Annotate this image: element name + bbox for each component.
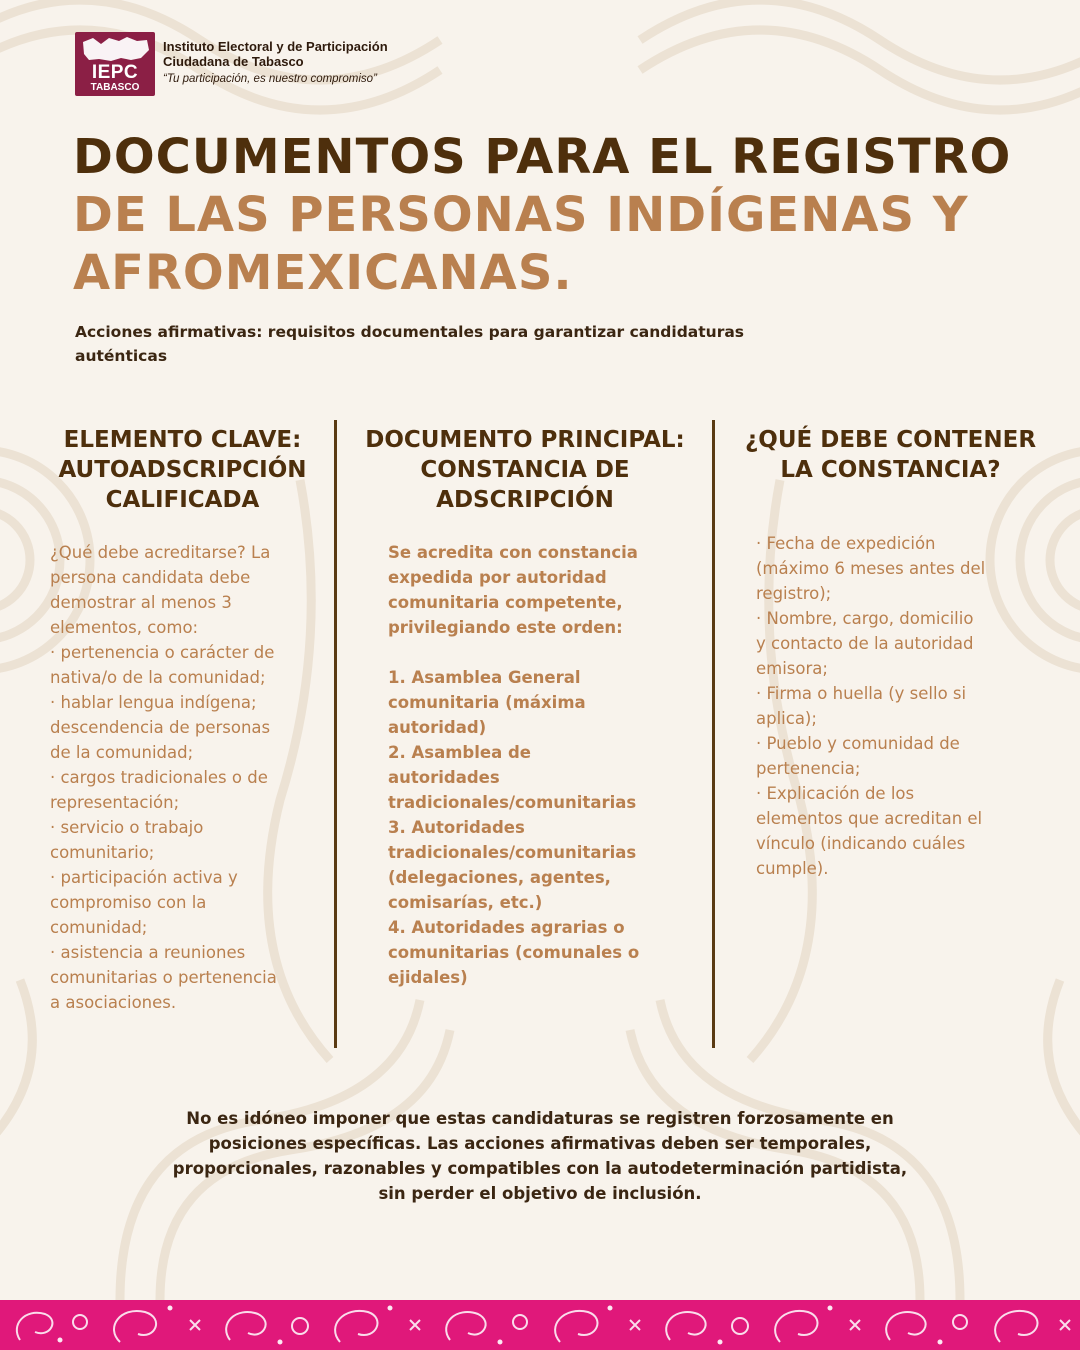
column-1-line: · hablar lengua indígena;: [50, 693, 257, 712]
column-1-body: [50, 540, 325, 1015]
column-2-list-line: autoridades: [388, 768, 500, 787]
column-1-line: comunitarias o pertenencia: [50, 968, 277, 987]
column-3-title-line: LA CONSTANCIA?: [780, 457, 1001, 483]
column-2-list-line: ejidales): [388, 968, 468, 987]
iepc-logo: [75, 32, 155, 96]
column-1-line: · asistencia a reuniones: [50, 943, 246, 962]
column-2-title: [345, 425, 705, 515]
column-2-list-line: comisarías, etc.): [388, 893, 543, 912]
column-2-intro-line: Se acredita con constancia: [388, 543, 638, 562]
column-2-intro-line: expedida por autoridad: [388, 568, 607, 587]
closing-line: No es idóneo imponer que estas candidaturas se registren forzosamente en: [186, 1109, 894, 1128]
column-2-title-line: CONSTANCIA DE: [420, 457, 630, 483]
column-3-line: aplica);: [756, 709, 817, 728]
column-2-body: [388, 540, 703, 990]
institution-slogan: “Tu participación, es nuestro compromiso”: [163, 73, 377, 85]
column-1-line: ¿Qué debe acreditarse? La: [50, 543, 271, 562]
column-3-title: [728, 425, 1053, 485]
column-3-line: y contacto de la autoridad: [756, 634, 974, 653]
column-2-list-line: autoridad): [388, 718, 487, 737]
column-1-line: · cargos tradicionales o de: [50, 768, 268, 787]
column-3-line: · Explicación de los: [756, 784, 915, 803]
column-1-line: comunitario;: [50, 843, 155, 862]
column-1-line: descendencia de personas: [50, 718, 271, 737]
institution-header: [75, 32, 435, 96]
column-2-intro-line: comunitaria competente,: [388, 593, 623, 612]
column-1-line: demostrar al menos 3: [50, 593, 232, 612]
column-3-line: elementos que acreditan el: [756, 809, 983, 828]
title-line-3: AFROMEXICANAS.: [73, 245, 573, 301]
title-line-1: DOCUMENTOS PARA EL REGISTRO: [73, 129, 1012, 185]
column-1-line: comunidad;: [50, 918, 148, 937]
column-1-line: a asociaciones.: [50, 993, 177, 1012]
page-title: [73, 128, 1063, 302]
column-1-line: nativa/o de la comunidad;: [50, 668, 266, 687]
paisley-footer-band: [0, 1300, 1080, 1350]
column-1-line: compromiso con la: [50, 893, 207, 912]
column-3-line: · Nombre, cargo, domicilio: [756, 609, 974, 628]
subtitle: Acciones afirmativas: requisitos documentales para garantizar candidaturas auténticas: [75, 323, 745, 365]
column-1-title-line: AUTOADSCRIPCIÓN: [58, 457, 307, 483]
column-3-line: · Pueblo y comunidad de: [756, 734, 960, 753]
closing-line: sin perder el objetivo de inclusión.: [378, 1184, 702, 1203]
column-3-line: · Firma o huella (y sello si: [756, 684, 967, 703]
column-3-line: cumple).: [756, 859, 829, 878]
column-1-line: de la comunidad;: [50, 743, 194, 762]
column-3-line: registro);: [756, 584, 832, 603]
column-1-line: · pertenencia o carácter de: [50, 643, 275, 662]
column-2-list-line: comunitarias (comunales o: [388, 943, 640, 962]
column-3-line: vínculo (indicando cuáles: [756, 834, 966, 853]
column-1-line: persona candidata debe: [50, 568, 251, 587]
column-3-line: (máximo 6 meses antes del: [756, 559, 986, 578]
logo-acronym: IEPC: [91, 62, 139, 83]
column-3-line: pertenencia;: [756, 759, 861, 778]
institution-name: [163, 39, 443, 69]
title-line-2: DE LAS PERSONAS INDÍGENAS Y: [73, 187, 969, 243]
closing-note: [120, 1106, 960, 1206]
closing-line: proporcionales, razonables y compatibles con la autodeterminación partidista,: [172, 1159, 908, 1178]
closing-line: posiciones específicas. Las acciones afirmativas deben ser temporales,: [208, 1134, 872, 1153]
column-3-title-line: ¿QUÉ DEBE CONTENER: [744, 427, 1037, 453]
column-1-line: representación;: [50, 793, 180, 812]
column-1-line: · servicio o trabajo: [50, 818, 204, 837]
column-1-title-line: ELEMENTO CLAVE:: [63, 427, 302, 453]
column-3-line: emisora;: [756, 659, 828, 678]
column-2-list-line: tradicionales/comunitarias: [388, 793, 637, 812]
column-2-list-line: 4. Autoridades agrarias o: [388, 918, 625, 937]
column-3-body: [756, 531, 1051, 881]
logo-state: TABASCO: [90, 82, 140, 93]
column-2-list-line: tradicionales/comunitarias: [388, 843, 637, 862]
column-2-title-line: ADSCRIPCIÓN: [436, 487, 614, 513]
institution-name-line1: Instituto Electoral y de Participación: [163, 39, 388, 54]
column-divider-2: [712, 420, 715, 1048]
column-2-list-line: comunitaria (máxima: [388, 693, 586, 712]
institution-name-line2: Ciudadana de Tabasco: [163, 54, 304, 69]
column-2-list-line: 1. Asamblea General: [388, 668, 581, 687]
column-1-line: · participación activa y: [50, 868, 238, 887]
column-2-title-line: DOCUMENTO PRINCIPAL:: [365, 427, 685, 453]
column-2-list-line: 3. Autoridades: [388, 818, 525, 837]
column-2-list-line: (delegaciones, agentes,: [388, 868, 611, 887]
paisley-pattern-icon: [0, 1300, 1080, 1350]
column-1-line: elementos, como:: [50, 618, 199, 637]
column-2-list-line: 2. Asamblea de: [388, 743, 531, 762]
column-3-line: · Fecha de expedición: [756, 534, 936, 553]
column-1-title-line: CALIFICADA: [105, 487, 260, 513]
column-divider-1: [334, 420, 337, 1048]
column-2-intro-line: privilegiando este orden:: [388, 618, 623, 637]
column-1-title: [40, 425, 325, 515]
